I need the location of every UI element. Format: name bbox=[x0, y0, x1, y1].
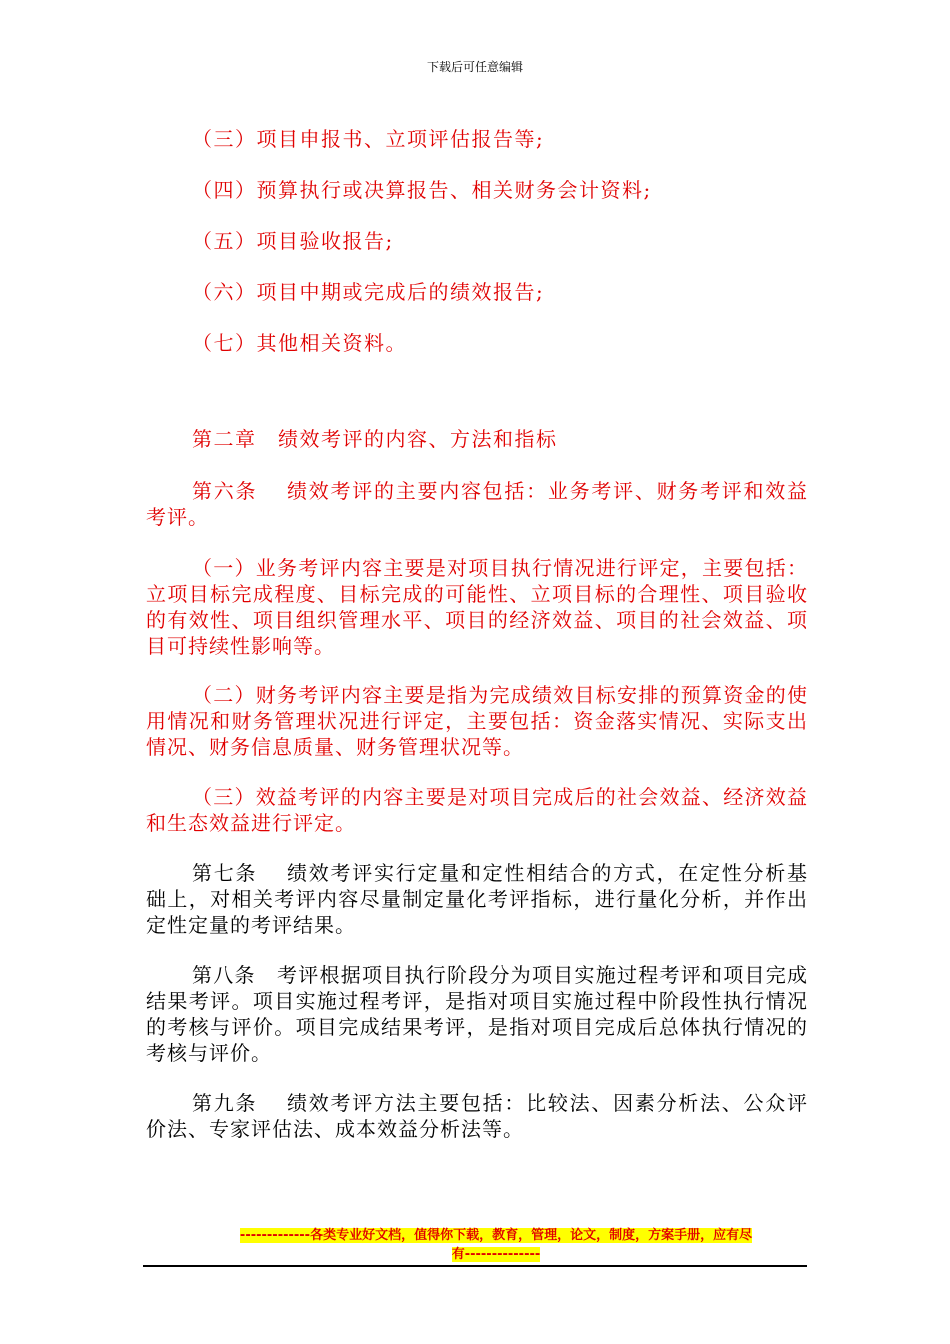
chapter-title: 第二章 绩效考评的内容、方法和指标 bbox=[192, 427, 558, 451]
list-item: （三）项目申报书、立项评估报告等; bbox=[192, 127, 545, 151]
article-six-item-2: （二）财务考评内容主要是指为完成绩效目标安排的预算资金的使用情况和财务管理状况进行评定，主要包括：资金落实情况、实际支出情况、财务信息质量、财务管理状况等。 bbox=[146, 683, 808, 759]
footer-line-1: -------------各类专业好文档，值得你下载，教育，管理，论文，制度，方案手册，应有尽 bbox=[239, 1228, 753, 1243]
footer-line-2: 有-------------- bbox=[451, 1247, 541, 1262]
article-six-item-1: （一）业务考评内容主要是对项目执行情况进行评定，主要包括：立项目标完成程度、目标完成的可能性、立项目标的合理性、项目验收的有效性、项目组织管理水平、项目的经济效益、项目的社会效益、项目可持续性影响等。 bbox=[146, 556, 808, 658]
page-header: 下载后可任意编辑 bbox=[426, 60, 523, 74]
article-nine: 第九条 绩效考评方法主要包括：比较法、因素分析法、公众评价法、专家评估法、成本效益分析法等。 bbox=[146, 1091, 808, 1141]
list-item: （四）预算执行或决算报告、相关财务会计资料; bbox=[192, 178, 652, 202]
article-seven: 第七条 绩效考评实行定量和定性相结合的方式，在定性分析基础上，对相关考评内容尽量制定量化考评指标，进行量化分析，并作出定性定量的考评结果。 bbox=[146, 861, 808, 937]
list-item: （六）项目中期或完成后的绩效报告; bbox=[192, 280, 545, 304]
footer-banner bbox=[210, 1226, 782, 1264]
list-item: （五）项目验收报告; bbox=[192, 229, 394, 253]
footer-divider bbox=[143, 1265, 807, 1267]
article-six-item-3: （三）效益考评的内容主要是对项目完成后的社会效益、经济效益和生态效益进行评定。 bbox=[146, 785, 808, 835]
article-six: 第六条 绩效考评的主要内容包括：业务考评、财务考评和效益考评。 bbox=[146, 479, 808, 529]
list-item: （七）其他相关资料。 bbox=[192, 331, 407, 355]
article-eight: 第八条 考评根据项目执行阶段分为项目实施过程考评和项目完成结果考评。项目实施过程考评，是指对项目实施过程中阶段性执行情况的考核与评价。项目完成结果考评，是指对项目完成后总体执行情况的考核与评价。 bbox=[146, 963, 808, 1065]
